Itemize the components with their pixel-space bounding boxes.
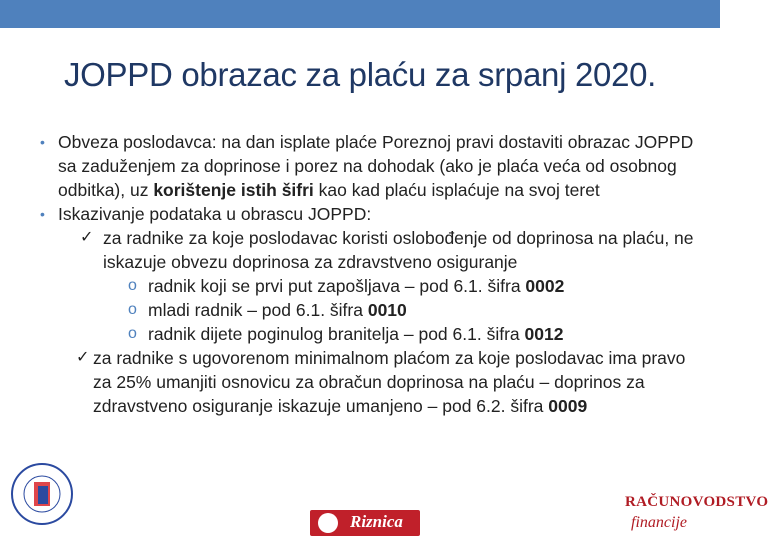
top-color-bar: [0, 0, 720, 28]
bullet-obveza: • Obveza poslodavca: na dan isplate plaće Poreznoj pravi dostaviti obrazac JOPPD sa zaduženjem za doprinose i porez na dohodak (ako je plaća veća od osobnog odbitka), uz korištenje istih šifri kao kad plaću isplaćuje na svoj teret: [40, 132, 694, 200]
riznica-emblem-icon: [318, 513, 338, 533]
circle-bullet-icon: o: [128, 277, 137, 294]
bullet-iskazivanje: • Iskazivanje podataka u obrascu JOPPD:: [40, 204, 372, 224]
association-seal-icon: [8, 460, 76, 528]
sub-item-mladi: o mladi radnik – pod 6.1. šifra 0010: [128, 300, 407, 320]
bullet-dot-icon: •: [40, 134, 45, 150]
check-oslobodenje: ✓ za radnike za koje poslodavac koristi oslobođenje od doprinosa na plaću, ne iskazuje obvezu doprinosa za zdravstveno osiguranje: [80, 228, 694, 272]
slide-title: JOPPD obrazac za plaću za srpanj 2020.: [63, 56, 657, 93]
checkmark-icon: ✓: [80, 229, 94, 246]
sub-item-prvi-put: o radnik koji se prvi put zapošljava – pod 6.1. šifra 0002: [128, 276, 565, 296]
bullet-dot-icon: •: [40, 206, 45, 222]
checkmark-icon: ✓: [76, 349, 90, 366]
racunovodstvo-logo: RAČUNOVODSTVO financije: [625, 494, 768, 531]
riznica-logo: Riznica: [310, 510, 420, 536]
circle-bullet-icon: o: [128, 325, 137, 342]
circle-bullet-icon: o: [128, 301, 137, 318]
sub-item-branitelj: o radnik dijete poginulog branitelja – pod 6.1. šifra 0012: [128, 324, 564, 344]
slide-content: [18, 130, 698, 418]
check-minimalna-placa: ✓ za radnike s ugovorenom minimalnom plaćom za koje poslodavac ima pravo za 25% umanjiti osnovicu za obračun doprinosa na plaću – doprinos za zdravstveno osiguranje iskazuje umanjeno – pod 6.2. šifra 0009: [76, 348, 686, 416]
